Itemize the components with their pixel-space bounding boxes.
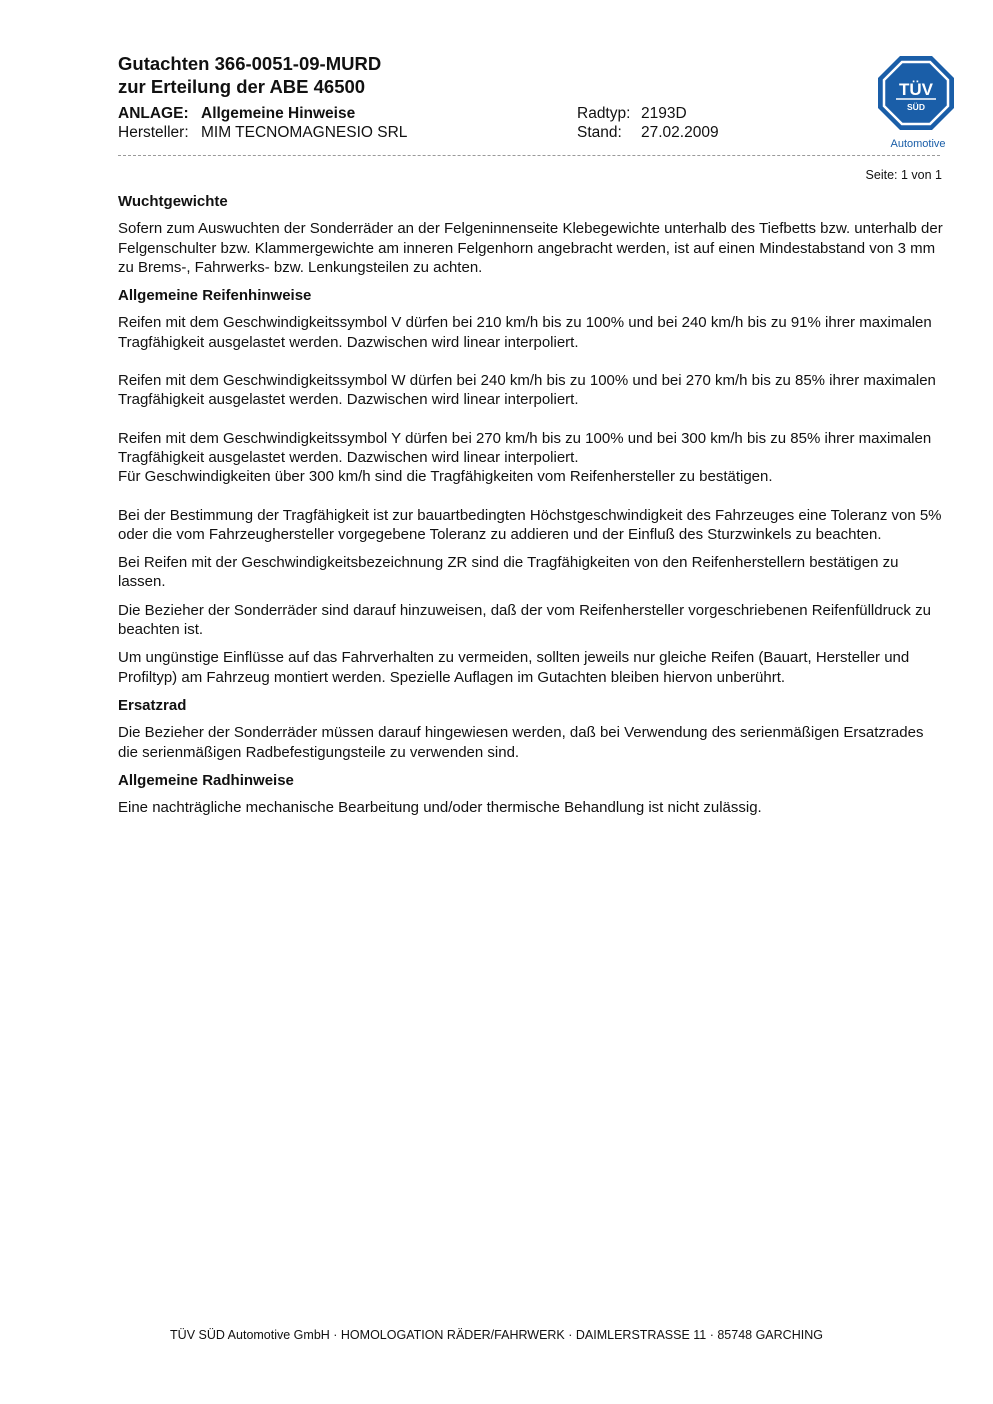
hersteller-label: Hersteller: [118, 124, 189, 141]
logo-text: TÜV [899, 80, 933, 99]
paragraph-wuchtgewichte: Sofern zum Auswuchten der Sonderräder an der Felgeninnenseite Klebegewichte unterhalb des Tiefbetts bzw. unterhalb der Felgenschulter bzw. Klammergewichte am inneren Felgenhorn angebracht werden, ist auf einen Mindestabstand von 3 mm zu Brems-, Fahrwerks- bzw. Lenkungsteilen zu achten. [118, 220, 943, 276]
heading-radhinweise: Allgemeine Radhinweise [118, 771, 294, 789]
stand-label: Stand: [577, 124, 622, 141]
heading-reifenhinweise: Allgemeine Reifenhinweise [118, 287, 312, 305]
spacer [118, 410, 944, 429]
stand-value: 27.02.2009 [641, 124, 719, 141]
paragraph-reifen-300: Für Geschwindigkeiten über 300 km/h sind die Tragfähigkeiten vom Reifenhersteller zu bestätigen. [118, 468, 773, 486]
heading-wuchtgewichte: Wuchtgewichte [118, 193, 228, 210]
paragraph-reifen-w: Reifen mit dem Geschwindigkeitssymbol W dürfen bei 240 km/h bis zu 100% und bei 270 km/h bis zu 85% ihrer maximalen Tragfähigkeit ausgelastet werden. Dazwischen wird linear interpoliert. [118, 372, 936, 409]
paragraph-fuelldruck: Die Bezieher der Sonderräder sind darauf hinzuweisen, daß der vom Reifenhersteller vorgeschriebenen Reifenfülldruck zu beachten ist. [118, 601, 931, 639]
document-body [118, 192, 944, 826]
header-divider [118, 155, 940, 156]
paragraph-gleiche-reifen: Um ungünstige Einflüsse auf das Fahrverhalten zu vermeiden, sollten jeweils nur gleiche Reifen (Bauart, Hersteller und Profiltyp) am Fahrzeug montiert werden. Spezielle Auflagen im Gutachten bleiben hiervon unberührt. [118, 649, 910, 686]
paragraph-tragfaehigkeit: Bei der Bestimmung der Tragfähigkeit ist zur bauartbedingten Höchstgeschwindigkeit des Fahrzeuges eine Toleranz von 5% oder die vom Fahrzeughersteller vorgegebene Toleranz zu addieren und der Einfluß des Sturzwinkels zu beachten. [118, 506, 942, 543]
anlage-label: ANLAGE: [118, 105, 189, 122]
paragraph-ersatzrad: Die Bezieher der Sonderräder müssen darauf hingewiesen werden, daß bei Verwendung des serienmäßigen Ersatzrades die serienmäßigen Radbefestigungsteile zu verwenden sind. [118, 724, 924, 761]
footer-address: TÜV SÜD Automotive GmbH · HOMOLOGATION RÄDER/FAHRWERK · DAIMLERSTRASSE 11 · 85748 GARCHING [170, 1328, 823, 1342]
paragraph-zr: Bei Reifen mit der Geschwindigkeitsbezeichnung ZR sind die Tragfähigkeiten von den Reifenherstellern bestätigen zu lassen. [118, 554, 899, 591]
radtyp-label: Radtyp: [577, 105, 631, 122]
tuev-sued-logo [876, 52, 956, 152]
logo-subtext: SÜD [907, 102, 925, 112]
heading-ersatzrad: Ersatzrad [118, 696, 187, 714]
spacer [118, 352, 944, 371]
hersteller-value: MIM TECNOMAGNESIO SRL [201, 124, 408, 141]
spacer [118, 487, 944, 506]
logo-caption: Automotive [890, 138, 946, 150]
radtyp-value: 2193D [641, 105, 687, 122]
document-subtitle: zur Erteilung der ABE 46500 [118, 76, 366, 97]
paragraph-reifen-v: Reifen mit dem Geschwindigkeitssymbol V dürfen bei 210 km/h bis zu 100% und bei 240 km/h bis zu 91% ihrer maximalen Tragfähigkeit ausgelastet werden. Dazwischen wird linear interpoliert. [118, 314, 932, 351]
tuev-sued-octagon-icon [876, 52, 956, 152]
paragraph-radhinweise: Eine nachträgliche mechanische Bearbeitung und/oder thermische Behandlung ist nicht zulässig. [118, 799, 762, 817]
document-title: Gutachten 366-0051-09-MURD [118, 53, 382, 74]
page-number: Seite: 1 von 1 [865, 168, 942, 182]
paragraph-reifen-y: Reifen mit dem Geschwindigkeitssymbol Y dürfen bei 270 km/h bis zu 100% und bei 300 km/h bis zu 85% ihrer maximalen Tragfähigkeit ausgelastet werden. Dazwischen wird linear interpoliert. [118, 429, 932, 466]
anlage-value: Allgemeine Hinweise [201, 105, 356, 122]
